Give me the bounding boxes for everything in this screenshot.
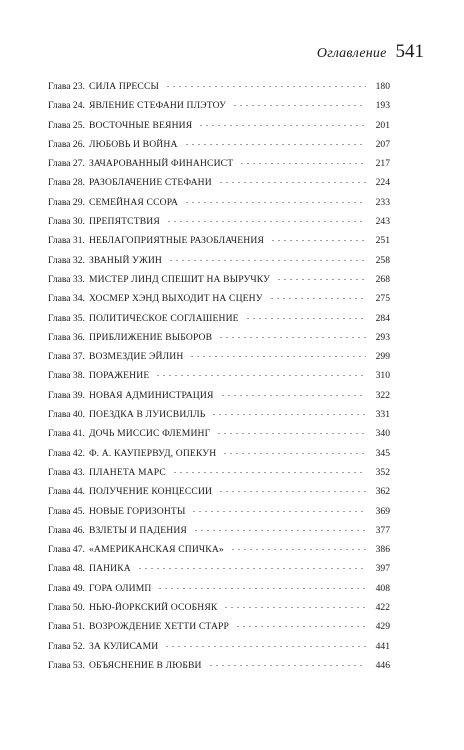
chapter-page-number: 352: [375, 466, 390, 478]
dot-leader: [137, 568, 366, 569]
chapter-number: Глава 51.: [48, 621, 85, 633]
chapter-title: ЗВАНЫЙ УЖИН: [88, 254, 162, 266]
dot-leader: [235, 626, 366, 627]
toc-entry[interactable]: [48, 617, 390, 636]
chapter-title: ПОЛИТИЧЕСКОЕ СОГЛАШЕНИЕ: [88, 312, 239, 324]
chapter-title: ЗАЧАРОВАННЫЙ ФИНАНСИСТ: [88, 158, 234, 170]
toc-entry[interactable]: [48, 444, 390, 463]
chapter-number: Глава 26.: [48, 138, 85, 150]
toc-entry[interactable]: [48, 173, 390, 192]
chapter-title: ЗА КУЛИСАМИ: [88, 640, 159, 652]
chapter-title: ПАНИКА: [88, 563, 131, 575]
chapter-number: Глава 32.: [48, 254, 85, 266]
chapter-page-number: 429: [375, 621, 390, 633]
chapter-number: Глава 48.: [48, 563, 85, 575]
dot-leader: [157, 588, 366, 589]
chapter-number: Глава 24.: [48, 100, 85, 112]
chapter-title: МИСТЕР ЛИНД СПЕШИТ НА ВЫРУЧКУ: [88, 273, 271, 285]
toc-entry[interactable]: [48, 482, 390, 501]
chapter-number: Глава 40.: [48, 409, 85, 421]
chapter-number: Глава 46.: [48, 524, 85, 536]
dot-leader: [208, 665, 366, 666]
chapter-number: Глава 28.: [48, 177, 85, 189]
toc-entry[interactable]: [48, 289, 390, 308]
toc-entry[interactable]: [48, 231, 390, 250]
chapter-number: Глава 45.: [48, 505, 85, 517]
chapter-title: ДОЧЬ МИССИС ФЛЕМИНГ: [88, 428, 211, 440]
toc-entry[interactable]: [48, 405, 390, 424]
chapter-page-number: 275: [375, 293, 390, 305]
chapter-title: ПОЛУЧЕНИЕ КОНЦЕССИИ: [88, 486, 213, 498]
toc-entry[interactable]: [48, 521, 390, 540]
chapter-page-number: 340: [375, 428, 390, 440]
chapter-number: Глава 47.: [48, 544, 85, 556]
chapter-number: Глава 23.: [48, 81, 85, 92]
toc-entry[interactable]: [48, 96, 390, 115]
chapter-number: Глава 35.: [48, 312, 85, 324]
toc-entry[interactable]: [48, 135, 390, 154]
chapter-page-number: 224: [375, 177, 390, 189]
toc-entry[interactable]: [48, 154, 390, 173]
chapter-page-number: 180: [375, 81, 390, 92]
toc-entry[interactable]: [48, 424, 390, 443]
chapter-title: ОБЪЯСНЕНИЕ В ЛЮБВИ: [88, 659, 202, 671]
toc-entry[interactable]: [48, 77, 390, 96]
toc-entry[interactable]: [48, 212, 390, 231]
chapter-title: ЛЮБОВЬ И ВОЙНА: [88, 138, 178, 150]
dot-leader: [198, 125, 366, 126]
chapter-number: Глава 34.: [48, 293, 85, 305]
chapter-page-number: 233: [375, 196, 390, 208]
dot-leader: [222, 453, 366, 454]
chapter-page-number: 377: [375, 524, 390, 536]
chapter-title: ВОЗМЕЗДИЕ ЭЙЛИН: [88, 351, 184, 363]
chapter-number: Глава 37.: [48, 351, 85, 363]
chapter-title: НЬЮ-ЙОРКСКИЙ ОСОБНЯК: [88, 602, 218, 614]
chapter-title: ПРИБЛИЖЕНИЕ ВЫБОРОВ: [88, 331, 213, 343]
toc-entry[interactable]: [48, 463, 390, 482]
chapter-page-number: 293: [375, 331, 390, 343]
chapter-page-number: 284: [375, 312, 390, 324]
chapter-page-number: 345: [375, 447, 390, 459]
toc-entry[interactable]: [48, 270, 390, 289]
chapter-title: ГОРА ОЛИМП: [88, 582, 152, 594]
dot-leader: [230, 549, 366, 550]
chapter-number: Глава 41.: [48, 428, 85, 440]
toc-entry[interactable]: [48, 598, 390, 617]
chapter-number: Глава 30.: [48, 216, 85, 228]
chapter-title: ВЗЛЕТЫ И ПАДЕНИЯ: [88, 524, 187, 536]
chapter-title: СИЛА ПРЕССЫ: [88, 81, 160, 92]
dot-leader: [189, 356, 366, 357]
chapter-title: РАЗОБЛАЧЕНИЕ СТЕФАНИ: [88, 177, 212, 189]
chapter-page-number: 408: [375, 582, 390, 594]
chapter-page-number: 369: [375, 505, 390, 517]
chapter-page-number: 331: [375, 409, 390, 421]
dot-leader: [166, 221, 366, 222]
dot-leader: [218, 491, 366, 492]
dot-leader: [245, 318, 366, 319]
toc-entry[interactable]: [48, 251, 390, 270]
chapter-title: НЕБЛАГОПРИЯТНЫЕ РАЗОБЛАЧЕНИЯ: [88, 235, 265, 247]
dot-leader: [184, 144, 366, 145]
chapter-page-number: 322: [375, 389, 390, 401]
chapter-title: СЕМЕЙНАЯ ССОРА: [88, 196, 179, 208]
toc-entry[interactable]: [48, 502, 390, 521]
dot-leader: [168, 260, 366, 261]
chapter-number: Глава 31.: [48, 235, 85, 247]
chapter-page-number: 446: [375, 659, 390, 671]
chapter-title: ПОРАЖЕНИЕ: [88, 370, 150, 382]
chapter-number: Глава 38.: [48, 370, 85, 382]
chapter-number: Глава 25.: [48, 119, 85, 131]
chapter-title: ВОЗРОЖДЕНИЕ ХЕТТИ СТАРР: [88, 621, 229, 633]
dot-leader: [232, 105, 366, 106]
chapter-page-number: 201: [375, 119, 390, 131]
chapter-page-number: 422: [375, 602, 390, 614]
chapter-page-number: 268: [375, 273, 390, 285]
dot-leader: [239, 163, 366, 164]
chapter-page-number: 310: [375, 370, 390, 382]
toc-entry[interactable]: [48, 193, 390, 212]
chapter-number: Глава 49.: [48, 582, 85, 594]
toc-entry[interactable]: [48, 366, 390, 385]
toc-entry[interactable]: [48, 309, 390, 328]
dot-leader: [193, 530, 366, 531]
chapter-title: ПОЕЗДКА В ЛУИСВИЛЛЬ: [88, 409, 206, 421]
chapter-number: Глава 43.: [48, 466, 85, 478]
chapter-title: Ф. А. КАУПЕРВУД, ОПЕКУН: [88, 447, 217, 459]
running-header-title: Оглавление: [316, 46, 387, 61]
dot-leader: [269, 298, 366, 299]
dot-leader: [172, 472, 366, 473]
running-header: [317, 41, 424, 63]
chapter-page-number: 251: [375, 235, 390, 247]
toc-entry[interactable]: [48, 656, 390, 675]
chapter-title: ВОСТОЧНЫЕ ВЕЯНИЯ: [88, 119, 193, 131]
chapter-number: Глава 27.: [48, 158, 85, 170]
chapter-page-number: 207: [375, 138, 390, 150]
dot-leader: [165, 86, 366, 87]
chapter-page-number: 193: [375, 100, 390, 112]
chapter-title: НОВАЯ АДМИНИСТРАЦИЯ: [88, 389, 214, 401]
chapter-title: ЯВЛЕНИЕ СТЕФАНИ ПЛЭТОУ: [88, 100, 227, 112]
toc-entry[interactable]: [48, 637, 390, 656]
dot-leader: [270, 240, 366, 241]
toc-entry[interactable]: [48, 116, 390, 135]
toc-entry[interactable]: [48, 347, 390, 366]
chapter-page-number: 362: [375, 486, 390, 498]
chapter-title: ПРЕПЯТСТВИЯ: [88, 216, 160, 228]
chapter-number: Глава 53.: [48, 659, 85, 671]
dot-leader: [218, 337, 366, 338]
chapter-page-number: 243: [375, 216, 390, 228]
dot-leader: [220, 395, 366, 396]
toc-entry[interactable]: [48, 328, 390, 347]
chapter-number: Глава 42.: [48, 447, 85, 459]
dot-leader: [155, 375, 366, 376]
chapter-number: Глава 39.: [48, 389, 85, 401]
chapter-number: Глава 33.: [48, 273, 85, 285]
toc-entry[interactable]: [48, 579, 390, 598]
chapter-number: Глава 44.: [48, 486, 85, 498]
chapter-page-number: 258: [375, 254, 390, 266]
chapter-page-number: 397: [375, 563, 390, 575]
chapter-number: Глава 29.: [48, 196, 85, 208]
chapter-number: Глава 52.: [48, 640, 85, 652]
table-of-contents: [48, 77, 390, 675]
chapter-title: ПЛАНЕТА МАРС: [88, 466, 166, 478]
dot-leader: [191, 511, 366, 512]
dot-leader: [184, 202, 366, 203]
chapter-page-number: 299: [375, 351, 390, 363]
chapter-page-number: 217: [375, 158, 390, 170]
dot-leader: [216, 433, 366, 434]
chapter-title: ХОСМЕР ХЭНД ВЫХОДИТ НА СЦЕНУ: [88, 293, 263, 305]
chapter-number: Глава 50.: [48, 602, 85, 614]
chapter-title: «АМЕРИКАНСКАЯ СПИЧКА»: [88, 544, 224, 556]
dot-leader: [218, 182, 366, 183]
page-number: 541: [395, 41, 424, 62]
toc-entry[interactable]: [48, 540, 390, 559]
toc-entry[interactable]: [48, 386, 390, 405]
dot-leader: [223, 607, 366, 608]
chapter-title: НОВЫЕ ГОРИЗОНТЫ: [88, 505, 186, 517]
dot-leader: [276, 279, 366, 280]
toc-entry[interactable]: [48, 559, 390, 578]
chapter-page-number: 386: [375, 544, 390, 556]
chapter-number: Глава 36.: [48, 331, 85, 343]
chapter-page-number: 441: [375, 640, 390, 652]
dot-leader: [211, 414, 366, 415]
dot-leader: [164, 646, 366, 647]
